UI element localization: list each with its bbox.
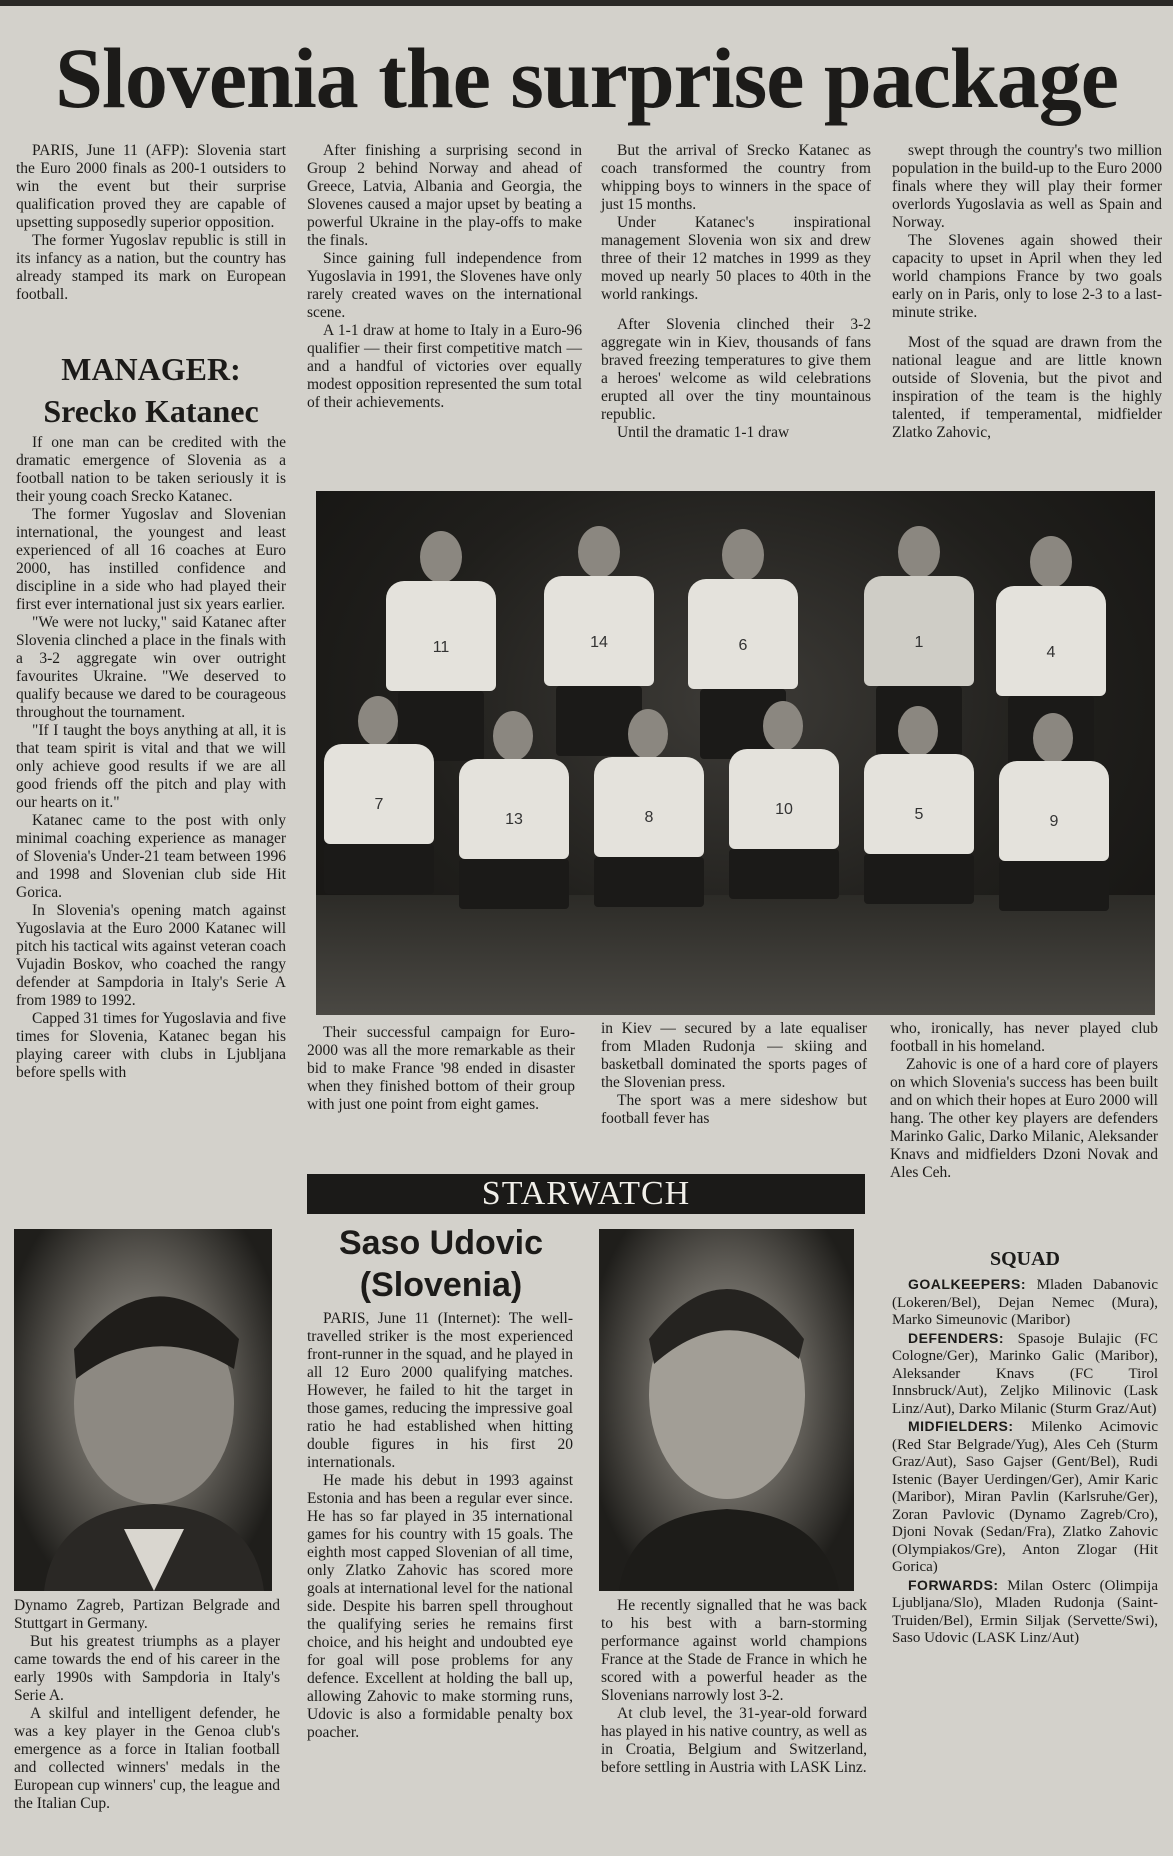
paragraph: PARIS, June 11 (AFP): Slovenia start the Euro 2000 finals as 200-1 outsiders to win the event but their surprise qualification proved they are capable of upsetting supposedly superior opposition.: [16, 142, 286, 231]
paragraph: Since gaining full independence from Yugoslavia in 1991, the Slovenes have only rarely created waves on the international scene.: [307, 250, 582, 321]
manager-heading: MANAGER:: [61, 351, 241, 387]
starwatch-banner: STARWATCH: [307, 1174, 865, 1214]
column-1-continued: [14, 1597, 280, 1813]
paragraph: He recently signalled that he was back to his best with a barn-storming performance against world champions France at the Stade de France in which he scored with a powerful header as the Slovenians narrowly lost 3-2.: [601, 1597, 867, 1704]
squad-forwards: [892, 1577, 1158, 1648]
paragraph: In Slovenia's opening match against Yugoslavia at the Euro 2000 Katanec will pitch his tactical wits against veteran coach Vujadin Boskov, who coached the rangy defender at Sampdoria in Italy's Serie A from 1989 to 1992.: [16, 902, 286, 1009]
paragraph: If one man can be credited with the dramatic emergence of Slovenia as a football nation to be taken seriously it is their young coach Srecko Katanec.: [16, 434, 286, 505]
paragraph: But the arrival of Srecko Katanec as coach transformed the country from whipping boys to winners in the space of just 15 months.: [601, 142, 871, 213]
top-rule: [0, 0, 1173, 6]
paragraph: The former Yugoslav and Slovenian international, the youngest and least experienced of all 16 coaches at Euro 2000, has instilled confidence and discipline in a side who had played their first ever international just six years earlier.: [16, 506, 286, 613]
player-front-2: [451, 711, 576, 991]
shirt-number: 6: [738, 637, 748, 654]
squad-group-players: Milenko Acimovic (Red Star Belgrade/Yug), Ales Ceh (Sturm Graz/Aut), Saso Gajser (Gent/Bel), Rudi Istenic (Bayer Uerdingen/Ger), Amir Karic (Maribor), Miran Pavlin (Karlsruhe/Ger), Zoran Pavlovic (Dynamo Zagreb/Cro), Djoni Novak (Sedan/Fra), Zlatko Zahovic (Olympiakos/Gre), Anton Zlogar (Hit Gorica): [892, 1419, 1158, 1575]
paragraph: The former Yugoslav republic is still in its infancy as a nation, but the country has already stamped its mark on European football.: [16, 232, 286, 303]
paragraph: After Slovenia clinched their 3-2 aggregate win in Kiev, thousands of fans braved freezing temperatures to give them a heroes' welcome as wild celebrations erupted all over the tiny mountainous republic.: [601, 316, 871, 423]
shirt-number: 11: [432, 639, 450, 656]
paragraph: Katanec came to the post with only minimal coaching experience as manager of Slovenia's Under-21 team between 1996 and 1998 and Slovenian club side Hit Gorica.: [16, 812, 286, 901]
shirt-number: 8: [644, 809, 654, 826]
paragraph: A 1-1 draw at home to Italy in a Euro-96 qualifier — their first competitive match — and a handful of victories over equally modest opposition represented the sum total of their achievements.: [307, 322, 582, 411]
paragraph: Their successful campaign for Euro-2000 was all the more remarkable as their bid to make France '98 ended in disaster when they finished bottom of their group with just one point from eight games.: [307, 1024, 575, 1113]
column-1-intro: [16, 142, 286, 304]
shirt-number: 1: [914, 634, 924, 651]
squad-group-players: Milan Osterc (Olimpija Ljubljana/Slo), Mladen Rudonja (Saint-Truiden/Bel), Ermin Siljak (Servette/Swi), Saso Udovic (LASK Linz/Aut): [892, 1577, 1158, 1646]
paragraph: But his greatest triumphs as a player came towards the end of his career in the early 1990s with Sampdoria in Italy's Serie A.: [14, 1633, 280, 1704]
squad-defenders: [892, 1330, 1158, 1419]
squad-group-players: Spasoje Bulajic (FC Cologne/Ger), Marinko Galic (Maribor), Aleksander Knavs (FC Tirol Innsbruck/Aut), Zeljko Milinovic (Lask Linz/Aut), Darko Milanic (Sturm Graz/Aut): [892, 1330, 1159, 1417]
squad-goalkeepers: [892, 1276, 1158, 1330]
shirt-number: 7: [374, 796, 384, 813]
udovic-photo: [599, 1229, 854, 1591]
paragraph: Capped 31 times for Yugoslavia and five times for Slovenia, Katanec began his playing career with clubs in Ljubljana before spells with: [16, 1010, 286, 1081]
column-2-below-photo: [307, 1024, 575, 1114]
starwatch-title-line1: Saso Udovic: [338, 1224, 544, 1262]
team-photo: [316, 491, 1155, 1015]
column-3-top: [601, 142, 871, 442]
paragraph: Under Katanec's inspirational management Slovenia won six and drew three of their 12 matches in 1999 as they moved up nearly 50 places to 40th in the world rankings.: [601, 214, 871, 303]
starwatch-title-line2: (Slovenia): [359, 1266, 523, 1304]
paragraph: PARIS, June 11 (Internet): The well-travelled striker is the most experienced front-runner in the squad, and he played in all 12 Euro 2000 qualifying matches. However, he failed to hit the target in those games, reducing the impressive goal ratio he had established when hitting double figures in his first 20 internationals.: [307, 1310, 573, 1471]
portrait-silhouette: [599, 1229, 854, 1591]
shirt-number: 5: [914, 806, 924, 823]
squad-group-label: FORWARDS:: [908, 1576, 999, 1593]
starwatch-body: [307, 1310, 573, 1742]
paragraph: Until the dramatic 1-1 draw: [617, 424, 790, 441]
column-4-below-photo: [890, 1020, 1158, 1182]
squad-group-label: GOALKEEPERS:: [908, 1276, 1027, 1292]
manager-name: Srecko Katanec: [43, 393, 259, 429]
paragraph: At club level, the 31-year-old forward has played in his native country, as well as in Croatia, Belgium and Switzerland, before settling in Austria with LASK Linz.: [601, 1705, 867, 1776]
player-front-3: [586, 709, 711, 989]
paragraph: He made his debut in 1993 against Estonia and has been a regular ever since. He has so far played in 35 international games for his country with 15 goals. The eighth most capped Slovenian of all time, only Zlatko Zahovic has scored more goals at international level for the national side. Despite his barren spell throughout the qualifying series he remains first choice, and his height and undoubted eye for goal will pose problems for any defence. Excellent at holding the ball up, allowing Zahovic to make storming runs, Udovic is also a formidable penalty box poacher.: [307, 1472, 573, 1741]
squad-heading: SQUAD: [989, 1248, 1060, 1270]
player-front-1: [316, 696, 441, 976]
player-front-5: [856, 706, 981, 986]
column-1-body: [16, 434, 286, 1082]
squad-midfielders: [892, 1418, 1158, 1577]
player-front-6: [991, 713, 1116, 993]
paragraph: who, ironically, has never played club football in his homeland.: [890, 1020, 1158, 1055]
paragraph: Zahovic is one of a hard core of players on which Slovenia's success has been built and on which their hopes at Euro 2000 will hang. The other key players are defenders Marinko Galic, Darko Milanic, Aleksander Knavs and midfielders Dzoni Novak and Ales Ceh.: [890, 1056, 1158, 1181]
column-4-top: [892, 142, 1162, 442]
page-headline: Slovenia the surprise package: [55, 30, 1118, 126]
player-front-4: [721, 701, 846, 981]
paragraph: swept through the country's two million population in the build-up to the Euro 2000 finals where they will play their former overlords Yugoslavia as well as Spain and Norway.: [892, 142, 1162, 231]
starwatch-body-continued: [601, 1597, 867, 1777]
paragraph: A skilful and intelligent defender, he was a key player in the Genoa club's emergence as a force in Italian football and collected winners' medals in the European cup winners' cup, the league and the Italian Cup.: [14, 1705, 280, 1812]
katanec-photo: [14, 1229, 272, 1591]
paragraph: Most of the squad are drawn from the national league and are little known outside of Slovenia, but the pivot and inspiration of the team is the highly talented, if temperamental, midfielder Zlatko Zahovic,: [892, 334, 1162, 441]
squad-group-players: Mladen Dabanovic (Lokeren/Bel), Dejan Nemec (Mura), Marko Simeunovic (Maribor): [892, 1277, 1158, 1328]
paragraph: The Slovenes again showed their capacity to upset in April when they led world champions France by two goals early on in Paris, only to lose 2-3 to a last-minute strike.: [892, 232, 1162, 321]
shirt-number: 13: [505, 811, 523, 828]
squad-group-label: MIDFIELDERS:: [908, 1418, 1014, 1434]
paragraph: After finishing a surprising second in Group 2 behind Norway and ahead of Greece, Latvia, Albania and Georgia, the Slovenes caused a major upset by beating a powerful Ukraine in the play-offs to make the finals.: [307, 142, 582, 249]
squad-group-label: DEFENDERS:: [908, 1329, 1005, 1346]
column-3-below-photo: [601, 1020, 867, 1128]
column-2-top: [307, 142, 582, 412]
paragraph: in Kiev — secured by a late equaliser from Mladen Rudonja — skiing and basketball dominated the sports pages of the Slovenian press.: [601, 1020, 867, 1091]
shirt-number: 10: [775, 801, 793, 818]
paragraph: "We were not lucky," said Katanec after Slovenia clinched a place in the finals with a 3-2 aggregate win over outright favourites Ukraine. "We deserved to qualify because we dared to be courageous throughout the tournament.: [16, 614, 286, 721]
squad-list: [892, 1276, 1158, 1648]
paragraph: Dynamo Zagreb, Partizan Belgrade and Stuttgart in Germany.: [14, 1597, 280, 1632]
shirt-number: 9: [1049, 813, 1059, 830]
portrait-silhouette: [14, 1229, 272, 1591]
paragraph: The sport was a mere sideshow but football fever has: [601, 1092, 867, 1127]
paragraph: "If I taught the boys anything at all, it is that team spirit is vital and that we will only achieve good results if we are all good friends off the pitch and play with our hearts on it.": [16, 722, 286, 811]
shirt-number: 14: [590, 634, 608, 651]
shirt-number: 4: [1046, 644, 1056, 661]
